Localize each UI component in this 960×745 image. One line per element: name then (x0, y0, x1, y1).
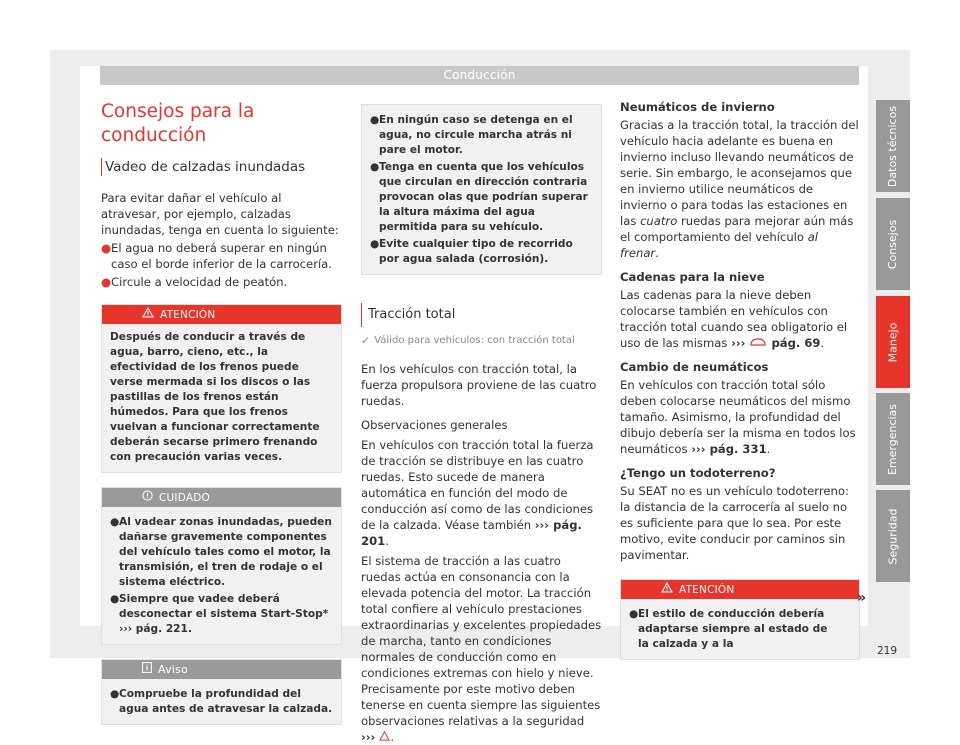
check-icon: ✓ (361, 334, 371, 347)
column-middle (361, 104, 602, 745)
paragraph: Gracias a la tracción total, la tracción del vehículo hacia adelante es buena en invierno incluso llevando neumáticos de serie. Sin embargo, le aconsejamos que en invierno utilice neumáticos de invierno o para todas las estaciones en las cuatro ruedas para mejorar aún más el comportamiento del vehículo al frenar. (620, 118, 859, 260)
caution-label: CUIDADO (159, 491, 210, 504)
paragraph: En vehículos con tracción total sólo deben colocarse neumáticos del mismo tamaño. Asimismo, la profundidad del dibujo debería ser la misma en todos los neumáticos ››› pág. 331. (620, 378, 856, 456)
validity-note: ✓ Válido para vehículos: con tracción total (361, 334, 575, 347)
list-item: ● Al vadear zonas inundadas, pueden dañarse gravemente componentes del vehículo tales como el motor, la transmisión, el tren de rodaje o el sistema eléctrico. (110, 516, 332, 588)
note-label: Aviso (158, 662, 188, 676)
page-title: Consejos para la conducción (101, 101, 255, 146)
column-left (101, 100, 342, 725)
section-subtitle: Vadeo de calzadas inundadas (101, 158, 342, 176)
subheading: Cambio de neumáticos (620, 360, 769, 374)
list-item: ● Tenga en cuenta que los vehículos que circulan en dirección contraria provocan olas que podrían superar la altura máxima del agua permitida para su vehículo. (370, 161, 588, 233)
list-item: ● El estilo de conducción debería adaptarse siempre al estado de la calzada y a la (629, 608, 828, 650)
warning-label: ATENCIÓN (160, 308, 216, 321)
intro-paragraph: Para evitar dañar el vehículo al atravesar, por ejemplo, calzadas inundadas, tenga en cuenta lo siguiente: (101, 191, 339, 237)
info-circle-icon (142, 490, 153, 506)
caution-header (102, 488, 341, 507)
note-header (102, 660, 341, 679)
list-item: ● Compruebe la profundidad del agua antes de atravesar la calzada. (110, 688, 333, 715)
tab-datos-tecnicos[interactable]: Datos técnicos (876, 100, 910, 192)
note-box (101, 659, 342, 725)
page-reference-link[interactable]: ››› pág. 221. (119, 623, 192, 635)
snow-chain-icon (749, 337, 767, 347)
subheading: ¿Tengo un todoterreno? (620, 466, 776, 480)
list-item: ● El agua no deberá superar en ningún caso el borde inferior de la carrocería. (101, 241, 332, 271)
warning-reference-link[interactable]: ››› (361, 730, 390, 744)
subheading: Cadenas para la nieve (620, 270, 765, 284)
warning-text: Después de conducir a través de agua, barro, cieno, etc., la efectividad de los frenos puede verse mermada si los discos o las pastillas de los frenos están húmedos. Para que los frenos vuelvan a funcionar correctamente deberán secarse primero frenando con precaución varias veces. (110, 331, 320, 463)
section-title: Tracción total (361, 303, 602, 327)
list-item: ● Evite cualquier tipo de recorrido por agua salada (corrosión). (370, 238, 573, 265)
page-reference-link[interactable]: ››› pág. 201 (361, 518, 582, 548)
caution-box (101, 487, 342, 645)
page-reference-link[interactable]: ››› pág. 331 (691, 442, 767, 456)
warning-triangle-icon (661, 582, 673, 598)
warning-header (102, 305, 341, 324)
subheading: Observaciones generales (361, 418, 508, 432)
tab-seguridad[interactable]: Seguridad (876, 490, 910, 582)
warning-box (620, 579, 860, 660)
list-item: ● En ningún caso se detenga en el agua, no circule marcha atrás ni pare el motor. (370, 114, 573, 156)
warning-triangle-icon (379, 731, 390, 741)
tab-consejos[interactable]: Consejos (876, 198, 910, 290)
paragraph: El sistema de tracción a las cuatro ruedas actúa en consonancia con la elevada potencia del motor. La tracción total confiere al vehículo prestaciones extraordinarias y excelentes propiedades de marcha, tanto en condiciones normales de conducción como en condiciones extremas con hielo y nieve. Precisamente por este motivo deben tenerse en cuenta siempre las siguientes observaciones relativas a la seguridad ››› . (361, 554, 602, 744)
list-item: ● Siempre que vadee deberá desconectar el sistema Start-Stop* ››› pág. 221. (110, 593, 329, 635)
subheading: Neumáticos de invierno (620, 100, 775, 114)
list-item: ● Circule a velocidad de peatón. (101, 275, 288, 289)
tab-emergencias[interactable]: Emergencias (876, 393, 910, 485)
warning-header (621, 580, 859, 599)
warning-box (101, 304, 342, 473)
continue-arrow-icon: » (857, 590, 867, 606)
paragraph: Su SEAT no es un vehículo todoterreno: la distancia de la carrocería al suelo no es suficiente para que lo sea. Por este motivo, evite conducir por caminos sin pavimentar. (620, 484, 849, 562)
paragraph: Las cadenas para la nieve deben colocarse también en vehículos con tracción total cuando sea obligatorio el uso de las mismas ››› pág. 69. (620, 288, 848, 350)
paragraph: En los vehículos con tracción total, la fuerza propulsora proviene de las cuatro ruedas. (361, 362, 597, 408)
tab-manejo[interactable]: Manejo (876, 296, 910, 388)
paragraph: En vehículos con tracción total la fuerza de tracción se distribuye en las cuatro ruedas. Esto sucede de manera automática en función del modo de conducción así como de las condiciones de la calzada. Véase también ››› pág. 201. (361, 438, 594, 548)
chapter-header: Conducción (100, 66, 859, 85)
warning-label: ATENCIÓN (679, 583, 735, 596)
page-reference-link[interactable]: ››› pág. 69 (731, 336, 821, 350)
column-right (620, 99, 860, 660)
note-icon (142, 662, 152, 678)
warning-box-continued (361, 104, 602, 275)
warning-triangle-icon (142, 307, 154, 323)
page-number: 219 (877, 645, 898, 657)
